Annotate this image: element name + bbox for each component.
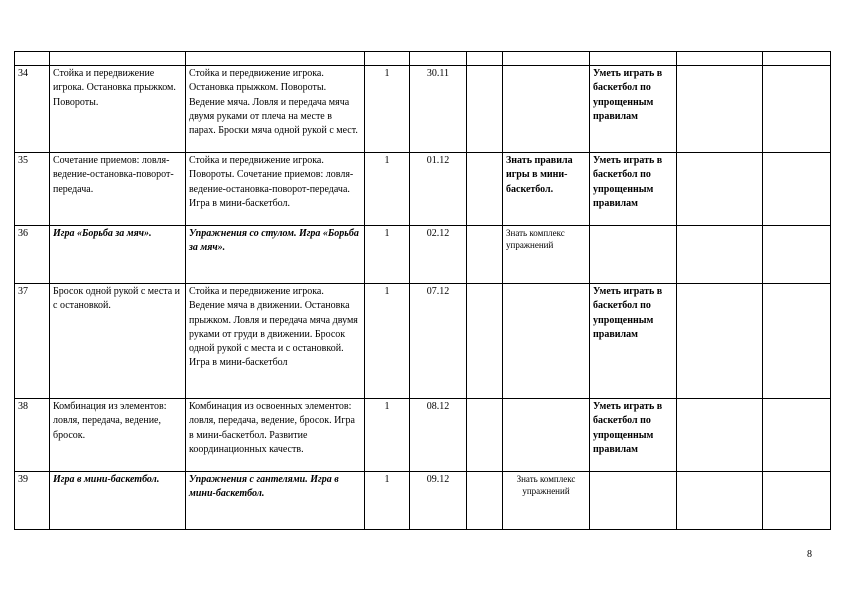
lesson-topic: Бросок одной рукой с места и с остановкой. — [50, 284, 186, 399]
lesson-content: Стойка и передвижение игрока. Ведение мяча в движении. Остановка прыжком. Ловля и передача мяча двумя руками от груди в движении. Бросок одной рукой с места и с остановкой. Игра в мини-баскетбол — [186, 284, 365, 399]
lesson-content: Комбинация из освоенных элементов: ловля, передача, ведение, бросок. Игра в мини-баскетбол. Развитие координационных качеств. — [186, 399, 365, 472]
lesson-date: 09.12 — [410, 472, 467, 530]
empty-cell — [467, 399, 503, 472]
lesson-number: 34 — [15, 66, 50, 153]
lesson-skills — [590, 472, 677, 530]
lesson-skills: Уметь играть в баскетбол по упрощенным правилам — [590, 399, 677, 472]
table-row — [15, 153, 831, 226]
lesson-hours: 1 — [365, 399, 410, 472]
page-number: 8 — [807, 549, 812, 560]
empty-cell — [677, 284, 763, 399]
header-cell — [15, 52, 50, 66]
empty-cell — [467, 284, 503, 399]
header-cell — [186, 52, 365, 66]
lesson-number: 38 — [15, 399, 50, 472]
header-cell — [410, 52, 467, 66]
empty-cell — [763, 226, 831, 284]
empty-cell — [467, 153, 503, 226]
empty-cell — [467, 472, 503, 530]
table-row — [15, 399, 831, 472]
lesson-hours: 1 — [365, 153, 410, 226]
empty-cell — [677, 66, 763, 153]
header-cell — [365, 52, 410, 66]
lesson-knowledge — [503, 284, 590, 399]
lesson-content: Упражнения со стулом. Игра «Борьба за мяч». — [186, 226, 365, 284]
lesson-topic: Игра в мини-баскетбол. — [50, 472, 186, 530]
lesson-topic: Игра «Борьба за мяч». — [50, 226, 186, 284]
lesson-knowledge: Знать правила игры в мини-баскетбол. — [503, 153, 590, 226]
empty-cell — [763, 284, 831, 399]
lesson-skills: Уметь играть в баскетбол по упрощенным правилам — [590, 284, 677, 399]
empty-cell — [763, 472, 831, 530]
lesson-hours: 1 — [365, 66, 410, 153]
empty-cell — [763, 153, 831, 226]
table-row — [15, 472, 831, 530]
lesson-hours: 1 — [365, 226, 410, 284]
empty-cell — [677, 226, 763, 284]
lesson-number: 35 — [15, 153, 50, 226]
empty-cell — [763, 66, 831, 153]
lesson-knowledge — [503, 399, 590, 472]
table-row — [15, 226, 831, 284]
lesson-knowledge — [503, 66, 590, 153]
header-cell — [590, 52, 677, 66]
lesson-topic: Сочетание приемов: ловля-ведение-остановка-поворот-передача. — [50, 153, 186, 226]
lesson-number: 39 — [15, 472, 50, 530]
lesson-topic: Стойка и передвижение игрока. Остановка прыжком. Повороты. — [50, 66, 186, 153]
lesson-date: 08.12 — [410, 399, 467, 472]
lesson-number: 36 — [15, 226, 50, 284]
lesson-date: 01.12 — [410, 153, 467, 226]
empty-cell — [467, 66, 503, 153]
lesson-plan-table — [14, 51, 831, 530]
lesson-hours: 1 — [365, 284, 410, 399]
header-cell — [503, 52, 590, 66]
empty-cell — [677, 153, 763, 226]
lesson-content: Упражнения с гантелями. Игра в мини-баскетбол. — [186, 472, 365, 530]
lesson-knowledge: Знать комплекс упражнений — [503, 226, 590, 284]
lesson-skills — [590, 226, 677, 284]
lesson-skills: Уметь играть в баскетбол по упрощенным правилам — [590, 153, 677, 226]
lesson-hours: 1 — [365, 472, 410, 530]
empty-cell — [677, 472, 763, 530]
lesson-date: 07.12 — [410, 284, 467, 399]
lesson-content: Стойка и передвижение игрока. Остановка прыжком. Повороты. Ведение мяча. Ловля и передача мяча двумя руками от плеча на месте в парах. Броски мяча одной рукой с мест. — [186, 66, 365, 153]
lesson-date: 02.12 — [410, 226, 467, 284]
table-row — [15, 284, 831, 399]
lesson-content: Стойка и передвижение игрока. Повороты. Сочетание приемов: ловля-ведение-остановка-поворот-передача. Игра в мини-баскетбол. — [186, 153, 365, 226]
empty-cell — [467, 226, 503, 284]
lesson-skills: Уметь играть в баскетбол по упрощенным правилам — [590, 66, 677, 153]
lesson-date: 30.11 — [410, 66, 467, 153]
table-row — [15, 66, 831, 153]
header-cell — [50, 52, 186, 66]
header-cell — [763, 52, 831, 66]
header-cell — [467, 52, 503, 66]
table-header-row — [15, 52, 831, 66]
empty-cell — [763, 399, 831, 472]
lesson-number: 37 — [15, 284, 50, 399]
header-cell — [677, 52, 763, 66]
lesson-topic: Комбинация из элементов: ловля, передача, ведение, бросок. — [50, 399, 186, 472]
empty-cell — [677, 399, 763, 472]
lesson-knowledge: Знать комплекс упражнений — [503, 472, 590, 530]
